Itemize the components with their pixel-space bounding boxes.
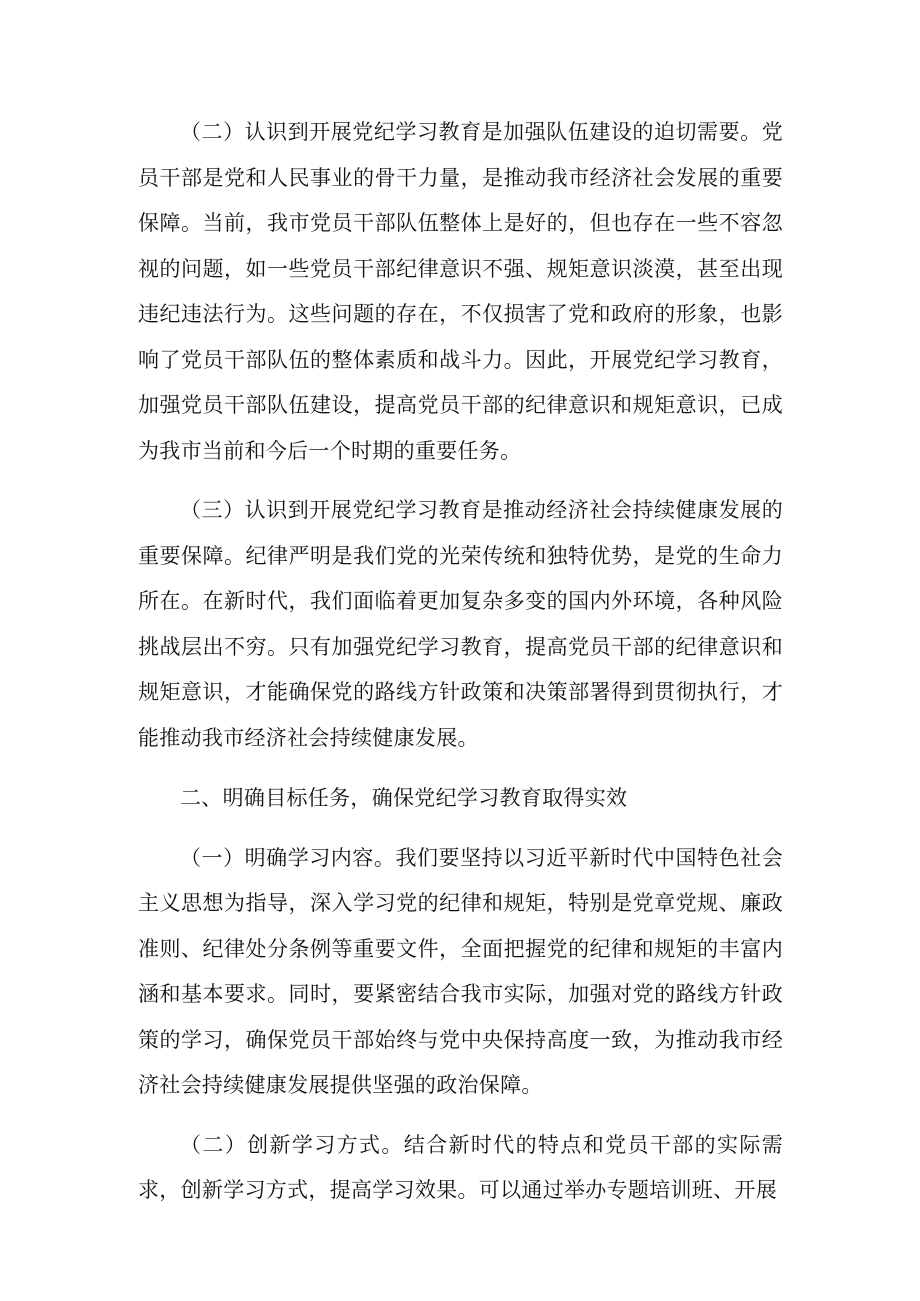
paragraph-spacer xyxy=(138,1109,783,1123)
paragraph-spacer xyxy=(138,761,783,776)
section-heading-goals: 二、明确目标任务，确保党纪学习教育取得实效 xyxy=(180,786,628,810)
paragraph-learning-methods: （二）创新学习方式。结合新时代的特点和党员干部的实际需求，创新学习方式，提高学习效果。可以通过举办专题培训班、开展 xyxy=(138,1132,783,1202)
document-body xyxy=(138,110,783,1214)
paragraph-spacer xyxy=(138,822,783,836)
paragraph-spacer xyxy=(138,474,783,488)
paragraph-team-building: （二）认识到开展党纪学习教育是加强队伍建设的迫切需要。党员干部是党和人民事业的骨干力量，是推动我市经济社会发展的重要保障。当前，我市党员干部队伍整体上是好的，但也存在一些不容忽视的问题，如一些党员干部纪律意识不强、规矩意识淡漠，甚至出现违纪违法行为。这些问题的存在，不仅损害了党和政府的形象，也影响了党员干部队伍的整体素质和战斗力。因此，开展党纪学习教育，加强党员干部队伍建设，提高党员干部的纪律意识和规矩意识，已成为我市当前和今后一个时期的重要任务。 xyxy=(138,120,783,463)
paragraph-development-guarantee: （三）认识到开展党纪学习教育是推动经济社会持续健康发展的重要保障。纪律严明是我们党的光荣传统和独特优势，是党的生命力所在。在新时代，我们面临着更加复杂多变的国内外环境，各种风险挑战层出不穷。只有加强党纪学习教育，提高党员干部的纪律意识和规矩意识，才能确保党的路线方针政策和决策部署得到贯彻执行，才能推动我市经济社会持续健康发展。 xyxy=(138,498,783,750)
paragraph-learning-content: （一）明确学习内容。我们要坚持以习近平新时代中国特色社会主义思想为指导，深入学习党的纪律和规矩，特别是党章党规、廉政准则、纪律处分条例等重要文件，全面把握党的纪律和规矩的丰富内涵和基本要求。同时，要紧密结合我市实际，加强对党的路线方针政策的学习，确保党员干部始终与党中央保持高度一致，为推动我市经济社会持续健康发展提供坚强的政治保障。 xyxy=(138,845,783,1097)
